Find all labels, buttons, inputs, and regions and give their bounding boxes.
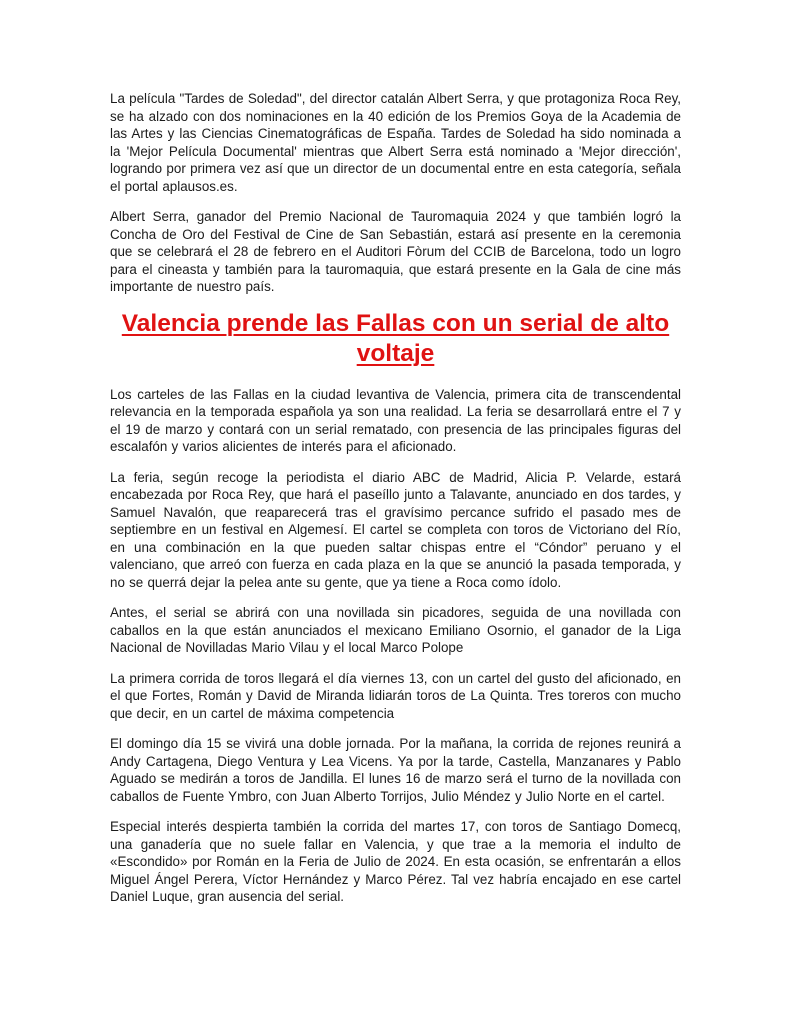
- article-headline: Valencia prende las Fallas con un serial de alto voltaje: [121, 309, 670, 367]
- paragraph-primera-corrida: La primera corrida de toros llegará el día viernes 13, con un cartel del gusto del aficionado, en el que Fortes, Román y David de Miranda lidiarán toros de La Quinta. Tres toreros con mucho que decir, en un cartel de máxima competencia: [110, 670, 681, 721]
- paragraph-novilladas: Antes, el serial se abrirá con una novillada sin picadores, seguida de una novillada con caballos en la que están anunciados el mexicano Emiliano Osornio, el ganador de la Liga Nacional de Novilladas Mario Vilau y el local Marco Polope: [110, 605, 681, 655]
- paragraph-albert-serra-ceremony: Albert Serra, ganador del Premio Nacional de Tauromaquia 2024 y que también logró la Concha de Oro del Festival de Cine de San Sebastián, estará así presente en la ceremonia que se celebrará el 28 de febrero en el Auditori Fòrum del CCIB de Barcelona, todo un logro para el cineasta y también para la tauromaquia, que estará presente en la Gala de cine más importante de nuestro país.: [110, 209, 681, 294]
- paragraph-fallas-carteles: Los carteles de las Fallas en la ciudad levantiva de Valencia, primera cita de transcendental relevancia en la temporada española ya son una realidad. La feria se desarrollará entre el 7 y el 19 de marzo y contará con un serial rematado, con presencia de las principales figuras del escalafón y varios alicientes de interés para el aficionado.: [110, 386, 681, 454]
- paragraph-corrida-martes-17: Especial interés despierta también la corrida del martes 17, con toros de Santiago Domecq, una ganadería que no suele fallar en Valencia, y que trae a la memoria el indulto de «Escondido» por Román en la Feria de Julio de 2024. En esta ocasión, se enfrentarán a ellos Miguel Ángel Perera, Víctor Hernández y Marco Pérez. Tal vez habría encajado en ese cartel Daniel Luque, gran ausencia del serial.: [110, 819, 681, 904]
- paragraph-goya-nominations: La película "Tardes de Soledad", del director catalán Albert Serra, y que protagoniza Roca Rey, se ha alzado con dos nominaciones en la 40 edición de los Premios Goya de la Academia de las Artes y las Ciencias Cinematográficas de España. Tardes de Soledad ha sido nominada a la 'Mejor Película Documental' mientras que Albert Serra está nominado a 'Mejor dirección', logrando por primera vez así que un director de un documental entre en esta categoría, señala el portal aplausos.es.: [110, 91, 681, 194]
- paragraph-feria-roca-rey: La feria, según recoge la periodista el diario ABC de Madrid, Alicia P. Velarde, estará encabezada por Roca Rey, que hará el paseíllo junto a Talavante, anunciado en dos tardes, y Samuel Navalón, que reaparecerá tras el gravísimo percance sufrido el pasado mes de septiembre en un festival en Algemesí. El cartel se completa con toros de Victoriano del Río, en una combinación en la que pueden saltar chispas entre el “Cóndor” peruano y el valenciano, que arreó con fuerza en cada plaza en la que se anunció la pasada temporada, y no se querrá dejar la pelea ante su gente, que ya tiene a Roca como ídolo.: [110, 469, 681, 590]
- paragraph-domingo-doble-jornada: El domingo día 15 se vivirá una doble jornada. Por la mañana, la corrida de rejones reunirá a Andy Cartagena, Diego Ventura y Lea Vicens. Ya por la tarde, Castella, Manzanares y Pablo Aguado se medirán a toros de Jandilla. El lunes 16 de marzo será el turno de la novillada con caballos de Fuente Ymbro, con Juan Alberto Torrijos, Julio Méndez y Julio Norte en el cartel.: [110, 736, 681, 804]
